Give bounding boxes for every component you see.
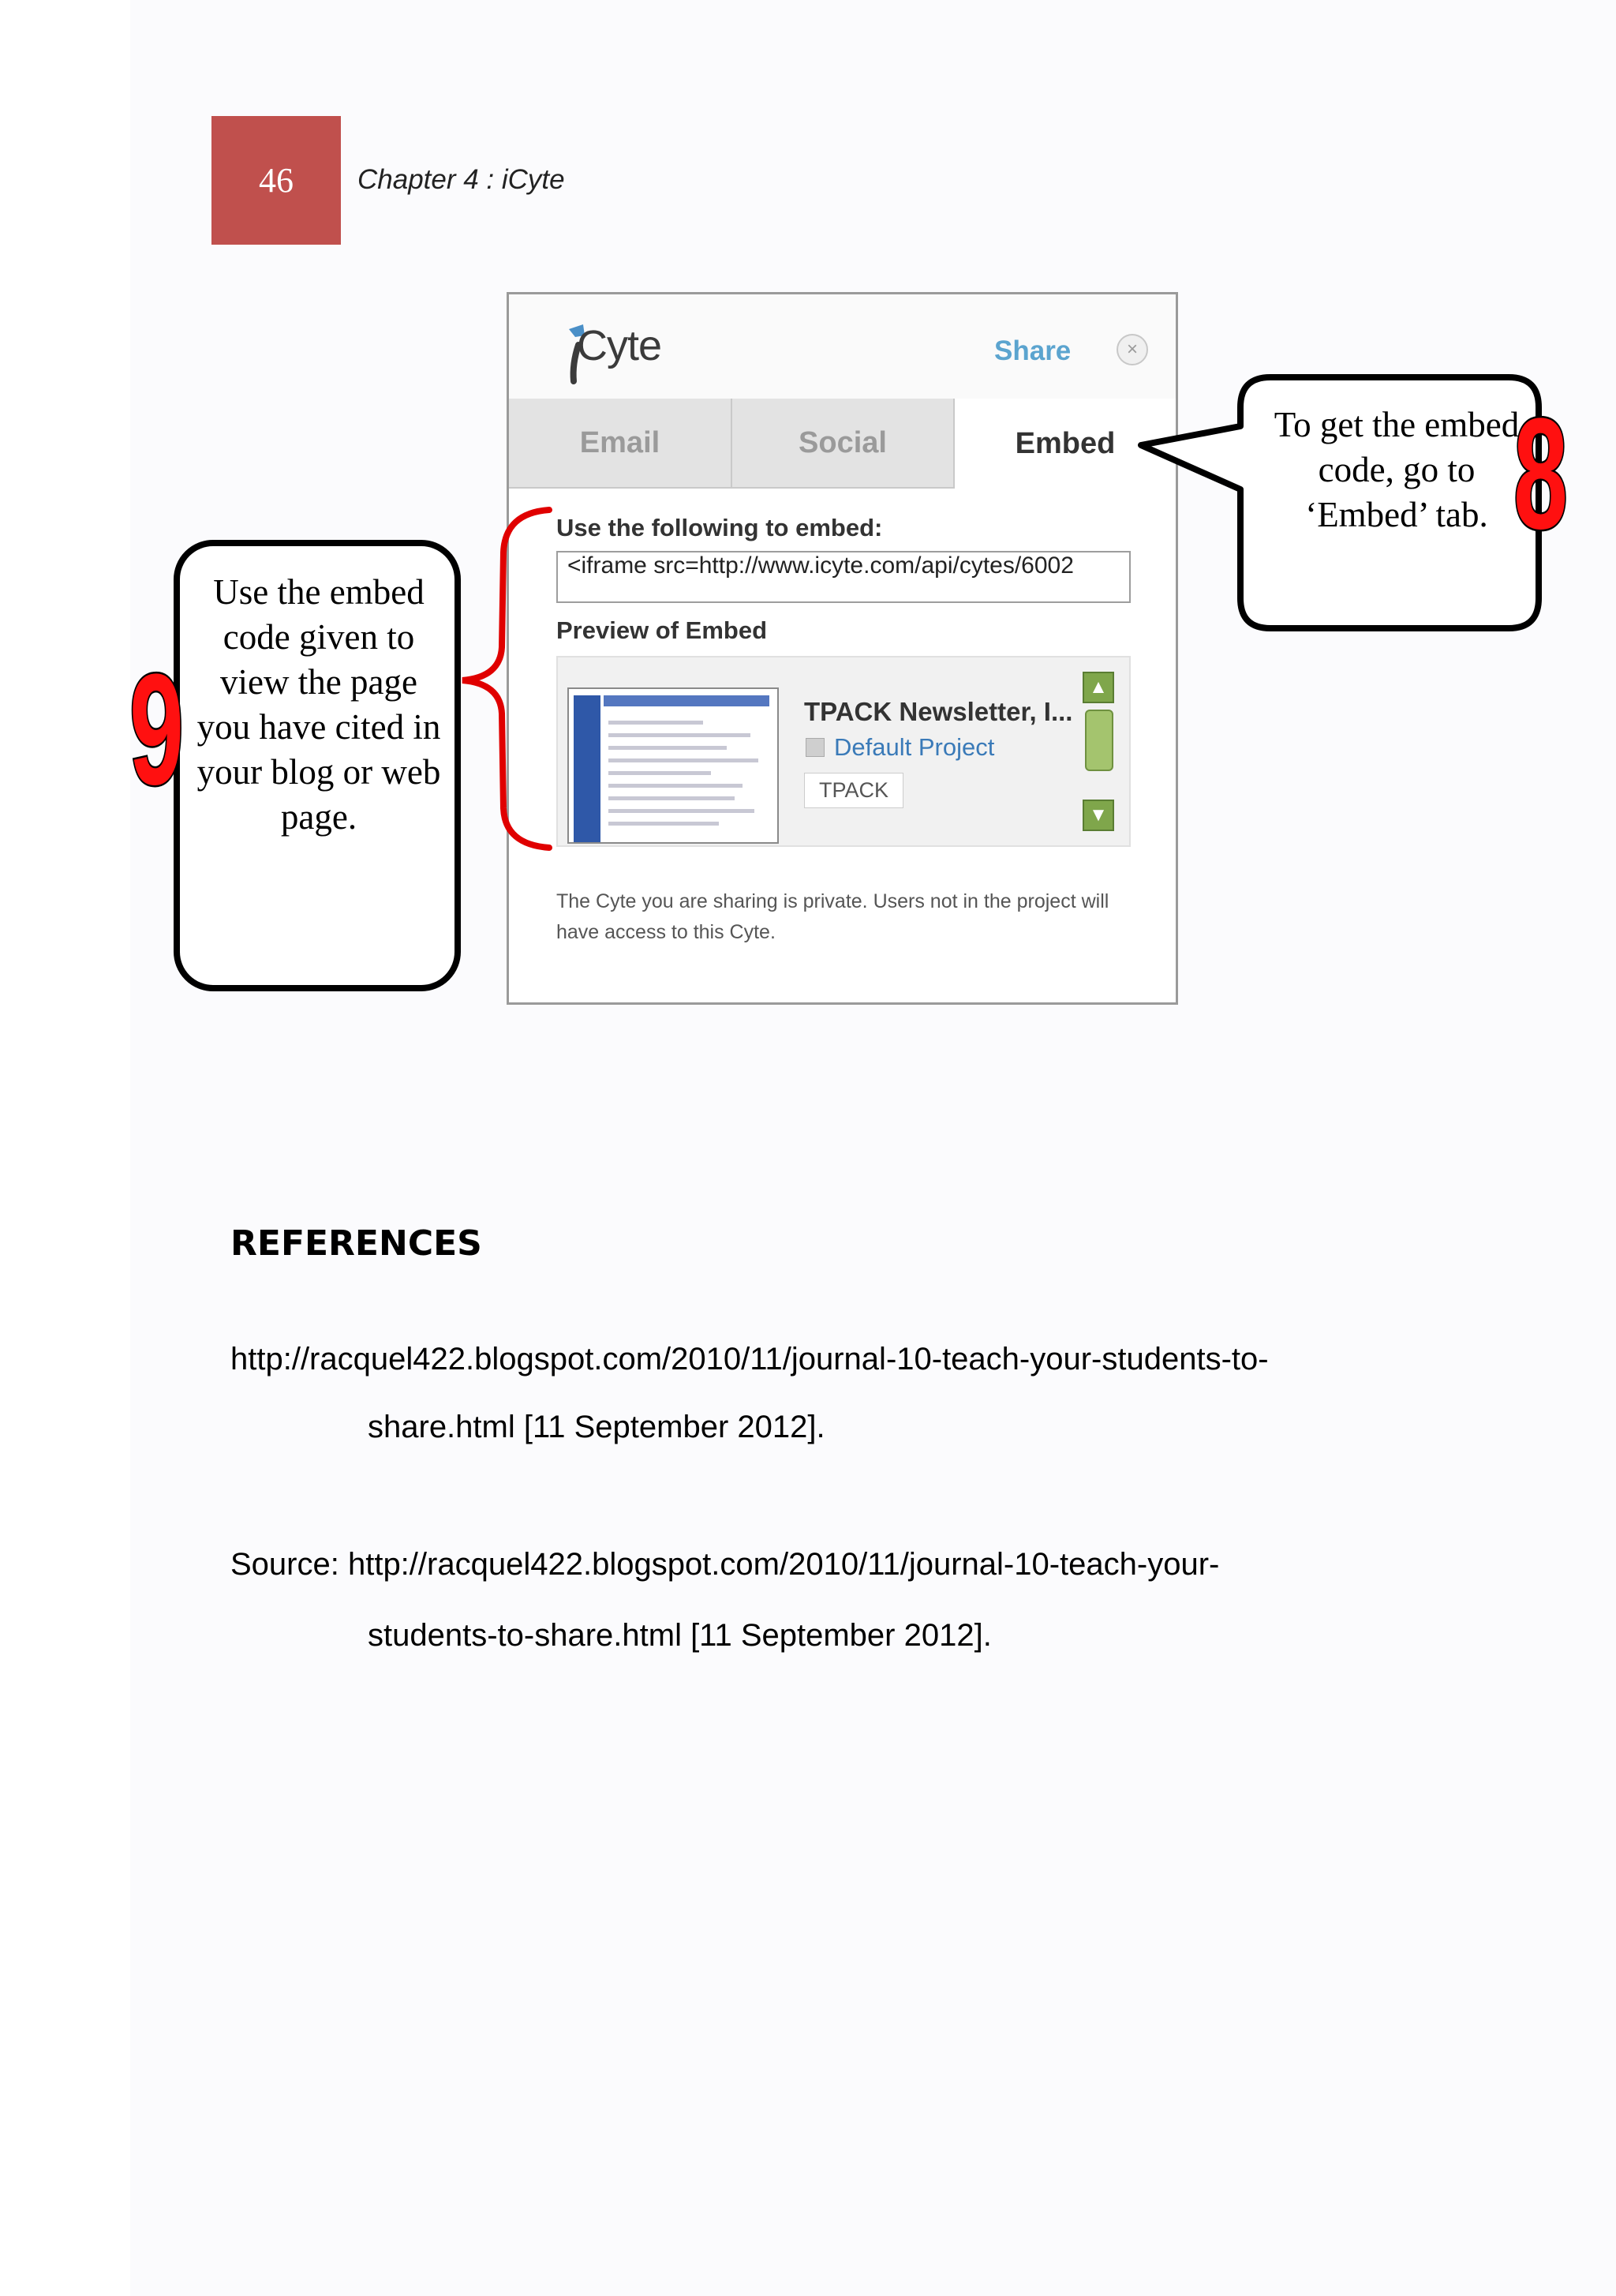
references-heading: REFERENCES <box>230 1223 482 1264</box>
step-9-number: 9 <box>129 642 184 818</box>
callout-8-text: To get the embed code, go to ‘Embed’ tab. <box>1274 405 1520 534</box>
share-title: Share <box>994 335 1072 366</box>
preview-tag[interactable]: TPACK <box>804 773 903 808</box>
chapter-title: Chapter 4 : iCyte <box>357 164 565 195</box>
reference-2-line-2: students-to-share.html [11 September 2012]. <box>368 1618 992 1653</box>
scroll-up-icon[interactable]: ▲ <box>1083 672 1114 703</box>
preview-project-link[interactable]: Default Project <box>834 733 995 761</box>
preview-label: Preview of Embed <box>556 616 768 644</box>
reference-2-line-1[interactable]: Source: http://racquel422.blogspot.com/2010/11/journal-10-teach-your- <box>230 1547 1220 1582</box>
close-button[interactable]: × <box>1117 334 1148 365</box>
icyte-logo-text: Cyte <box>577 322 662 369</box>
tab-social[interactable]: Social <box>732 399 955 489</box>
reference-1-line-2: share.html [11 September 2012]. <box>368 1410 825 1444</box>
scroll-down-icon[interactable]: ▼ <box>1083 800 1114 831</box>
callout-9-text: Use the embed code given to view the page you have cited in your blog or web page. <box>196 572 441 837</box>
preview-title[interactable]: TPACK Newsletter, I... <box>804 697 1073 726</box>
page-number: 46 <box>211 116 341 245</box>
privacy-note: The Cyte you are sharing is private. Users not in the project will have access to this Cyte. <box>556 890 1109 943</box>
reference-1-line-1[interactable]: http://racquel422.blogspot.com/2010/11/journal-10-teach-your-students-to- <box>230 1342 1269 1376</box>
step-8-number: 8 <box>1513 386 1568 562</box>
embed-code-label: Use the following to embed: <box>556 514 883 541</box>
tab-email[interactable]: Email <box>509 399 732 489</box>
embed-code-field[interactable]: <iframe src=http://www.icyte.com/api/cytes/6002 <box>556 551 1131 603</box>
red-brace <box>462 510 549 848</box>
tab-embed[interactable]: Embed <box>955 399 1176 489</box>
